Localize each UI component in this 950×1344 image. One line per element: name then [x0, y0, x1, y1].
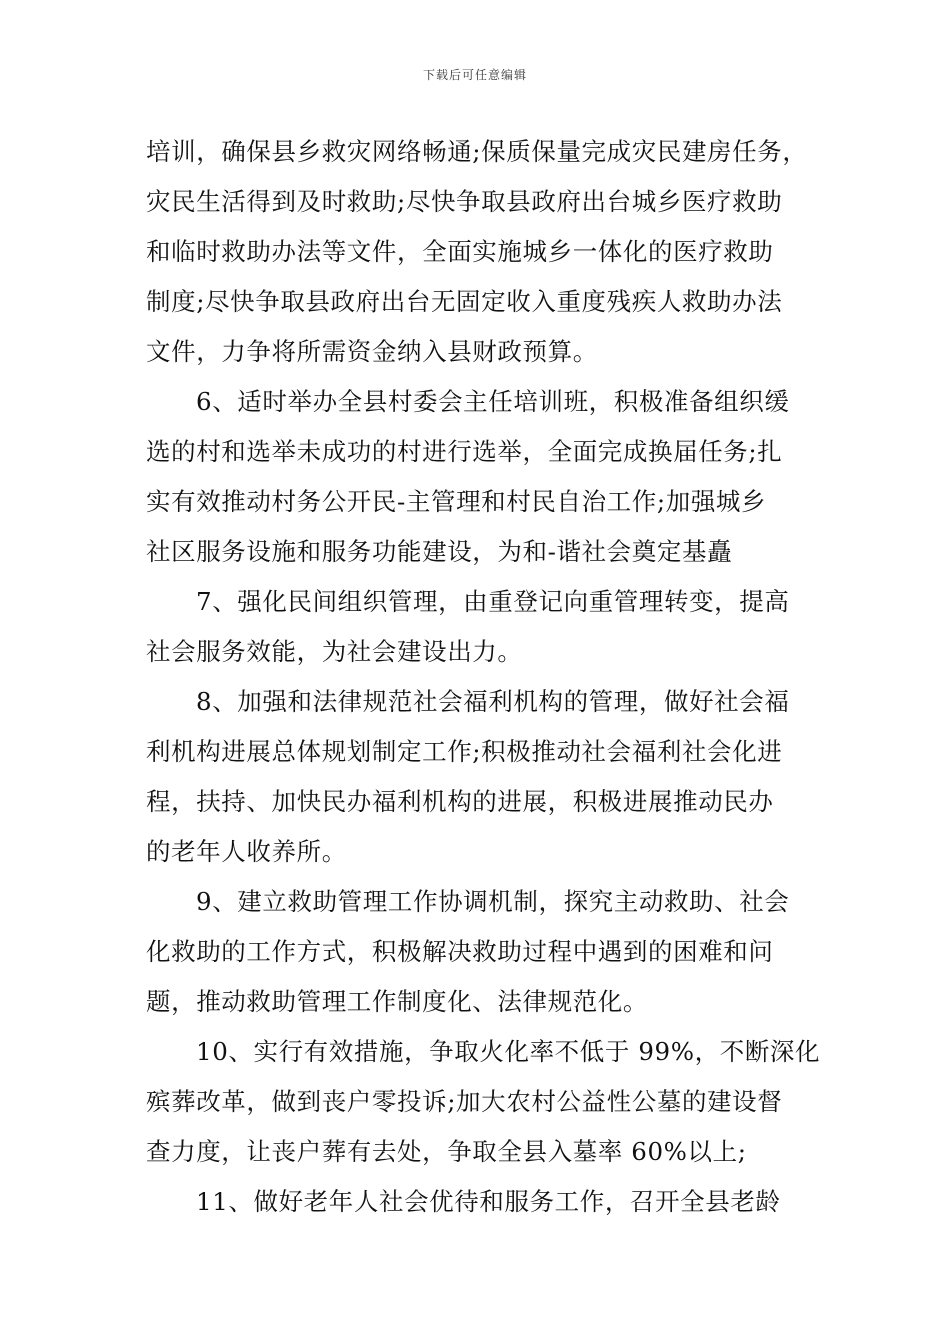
text-line: 制度;尽快争取县政府出台无固定收入重度残疾人救助办法	[146, 287, 783, 316]
paragraph-6-start: 6、适时举办全县村委会主任培训班，积极准备组织缓	[196, 387, 790, 416]
text-line: 灾民生活得到及时救助;尽快争取县政府出台城乡医疗救助	[146, 187, 783, 216]
text-line: 化救助的工作方式，积极解决救助过程中遇到的困难和问	[146, 937, 774, 966]
text-line: 题，推动救助管理工作制度化、法律规范化。	[146, 987, 648, 1016]
text-line: 选的村和选举未成功的村进行选举，全面完成换届任务;扎	[146, 437, 783, 466]
text-line: 社区服务设施和服务功能建设，为和-谐社会奠定基矗	[146, 537, 733, 566]
text-line: 利机构进展总体规划制定工作;积极推动社会福利社会化进	[146, 737, 783, 766]
text-line: 文件，力争将所需资金纳入县财政预算。	[146, 337, 598, 366]
text-line: 查力度，让丧户葬有去处，争取全县入墓率 60%以上;	[146, 1137, 747, 1166]
text-line: 培训，确保县乡救灾网络畅通;保质保量完成灾民建房任务，	[146, 137, 808, 166]
paragraph-9-start: 9、建立救助管理工作协调机制，探究主动救助、社会	[196, 887, 790, 916]
page-header: 下载后可任意编辑	[422, 68, 527, 82]
text-line: 的老年人收养所。	[146, 837, 347, 866]
paragraph-8-start: 8、加强和法律规范社会福利机构的管理，做好社会福	[196, 687, 790, 716]
text-line: 社会服务效能，为社会建设出力。	[146, 637, 523, 666]
paragraph-7-start: 7、强化民间组织管理，由重登记向重管理转变，提高	[196, 587, 790, 616]
document-body	[146, 127, 821, 1227]
paragraph-10-start: 10、实行有效措施，争取火化率不低于 99%，不断深化	[196, 1037, 821, 1066]
text-line: 殡葬改革，做到丧户零投诉;加大农村公益性公墓的建设督	[146, 1087, 783, 1116]
text-line: 实有效推动村务公开民-主管理和村民自治工作;加强城乡	[146, 487, 767, 516]
paragraph-11-start: 11、做好老年人社会优待和服务工作，召开全县老龄	[196, 1187, 781, 1216]
text-line: 和临时救助办法等文件，全面实施城乡一体化的医疗救助	[146, 237, 774, 266]
text-line: 程，扶持、加快民办福利机构的进展，积极进展推动民办	[146, 787, 774, 816]
